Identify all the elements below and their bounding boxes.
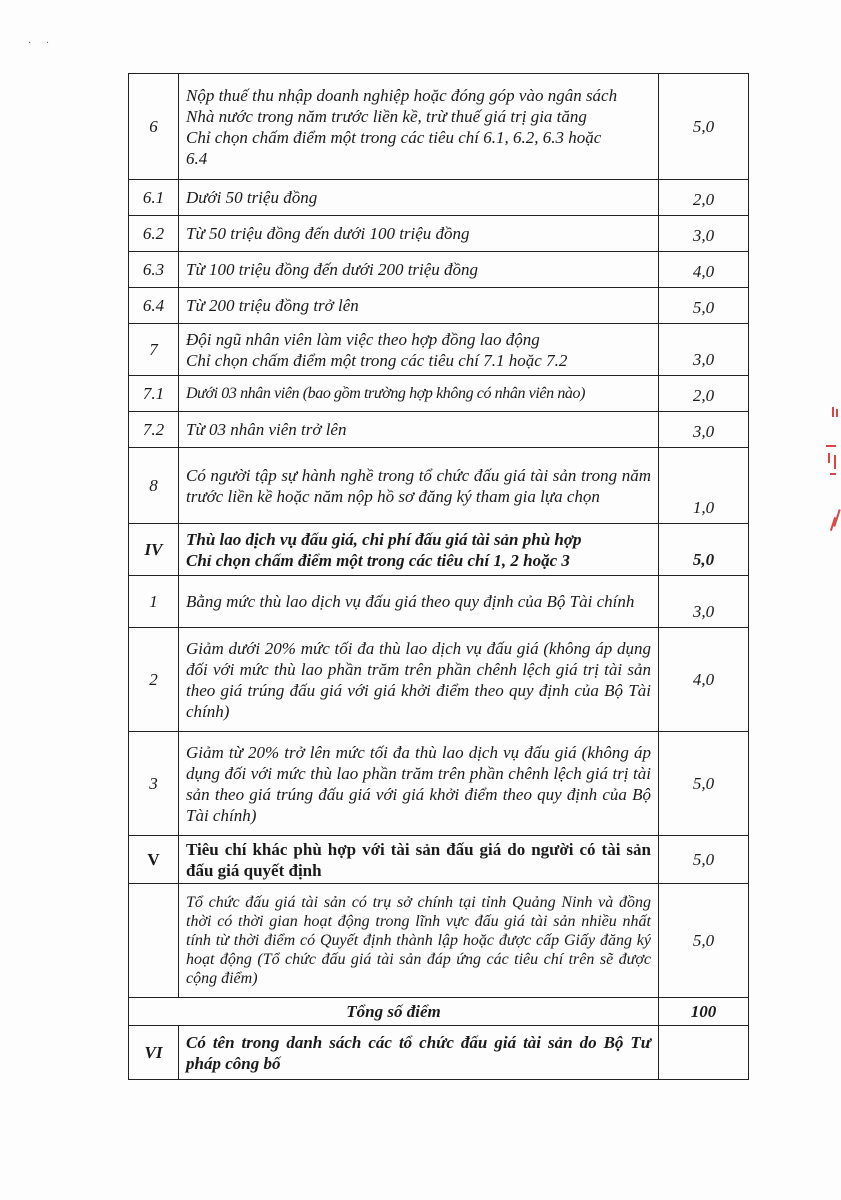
criterion-line: Đội ngũ nhân viên làm việc theo hợp đồng lao động: [186, 329, 540, 349]
table-row-6-2: [129, 216, 749, 252]
section-number: VI: [129, 1026, 179, 1080]
section-number: V: [129, 836, 179, 884]
table-row-V-detail: [129, 884, 749, 998]
section-title: [179, 524, 659, 576]
criterion-text: Từ 50 triệu đồng đến dưới 100 triệu đồng: [179, 216, 659, 252]
table-row-total: [129, 998, 749, 1026]
section-points: 5,0: [659, 524, 749, 576]
section-number: IV: [129, 524, 179, 576]
criterion-number: 6.2: [129, 216, 179, 252]
criterion-text: [179, 74, 659, 180]
table-row-6-4: [129, 288, 749, 324]
criterion-text: Dưới 03 nhân viên (bao gồm trường hợp không có nhân viên nào): [179, 376, 659, 412]
criterion-points: 2,0: [659, 180, 749, 216]
table-row-IV-3: [129, 732, 749, 836]
section-title: Tiêu chí khác phù hợp với tài sản đấu giá do người có tài sản đấu giá quyết định: [179, 836, 659, 884]
criterion-line: Nhà nước trong năm trước liền kề, trừ thuế giá trị gia tăng: [186, 106, 587, 126]
criterion-number: 3: [129, 732, 179, 836]
criterion-points: 3,0: [659, 216, 749, 252]
criterion-number: 7: [129, 324, 179, 376]
table-row-7-1: [129, 376, 749, 412]
total-value: 100: [659, 998, 749, 1026]
margin-stamp-marks: [812, 405, 840, 540]
criterion-line: Chỉ chọn chấm điểm một trong các tiêu chí 6.1, 6.2, 6.3 hoặc: [186, 127, 602, 147]
criterion-text: Bằng mức thù lao dịch vụ đấu giá theo quy định của Bộ Tài chính: [179, 576, 659, 628]
criterion-points: 3,0: [659, 324, 749, 376]
criterion-text: Có người tập sự hành nghề trong tổ chức đấu giá tài sản trong năm trước liền kề hoặc năm nộp hồ sơ đăng ký tham gia lựa chọn: [179, 448, 659, 524]
criterion-points: 4,0: [659, 252, 749, 288]
table-row-section-VI: [129, 1026, 749, 1080]
criterion-number: 6: [129, 74, 179, 180]
section-title: Có tên trong danh sách các tổ chức đấu giá tài sản do Bộ Tư pháp công bố: [179, 1026, 659, 1080]
table-row-section-V: [129, 836, 749, 884]
criterion-text: [179, 324, 659, 376]
criterion-text: Từ 200 triệu đồng trở lên: [179, 288, 659, 324]
section-title-line: Thù lao dịch vụ đấu giá, chi phí đấu giá tài sản phù hợp: [186, 529, 582, 549]
table-row-6-1: [129, 180, 749, 216]
criterion-text: Dưới 50 triệu đồng: [179, 180, 659, 216]
table-row-6-3: [129, 252, 749, 288]
table-row-6: [129, 74, 749, 180]
criterion-points: 5,0: [659, 288, 749, 324]
criterion-text: Từ 100 triệu đồng đến dưới 200 triệu đồng: [179, 252, 659, 288]
criterion-points: 2,0: [659, 376, 749, 412]
criterion-points: 1,0: [659, 448, 749, 524]
criterion-number: 6.3: [129, 252, 179, 288]
table-row-IV-2: [129, 628, 749, 732]
criterion-number: 7.2: [129, 412, 179, 448]
criterion-number: 6.1: [129, 180, 179, 216]
criterion-number: 7.1: [129, 376, 179, 412]
table-row-8: [129, 448, 749, 524]
section-points: [659, 1026, 749, 1080]
table-row-IV-1: [129, 576, 749, 628]
criterion-number: 8: [129, 448, 179, 524]
criterion-text: Tổ chức đấu giá tài sản có trụ sở chính tại tỉnh Quảng Ninh và đồng thời có thời gian hoạt động trong lĩnh vực đấu giá tài sản nhiều nhất tính từ thời điểm có Quyết định thành lập hoặc được cấp Giấy đăng ký hoạt động (Tổ chức đấu giá tài sản đáp ứng các tiêu chí trên sẽ được cộng điểm): [179, 884, 659, 998]
criterion-number: 6.4: [129, 288, 179, 324]
criterion-points: 3,0: [659, 412, 749, 448]
criterion-text: Giảm từ 20% trở lên mức tối đa thù lao dịch vụ đấu giá (không áp dụng đối với mức thù lao phần trăm trên phần chênh lệch giá trị tài sản theo giá trúng đấu giá với giá khởi điểm theo quy định của Bộ Tài chính): [179, 732, 659, 836]
section-points: 5,0: [659, 836, 749, 884]
total-label: Tổng số điểm: [129, 998, 659, 1026]
criterion-line: Nộp thuế thu nhập doanh nghiệp hoặc đóng góp vào ngân sách: [186, 85, 618, 105]
table-row-7: [129, 324, 749, 376]
criterion-text: Từ 03 nhân viên trở lên: [179, 412, 659, 448]
criterion-number: 1: [129, 576, 179, 628]
table-row-section-IV: [129, 524, 749, 576]
criterion-number: [129, 884, 179, 998]
criterion-points: 5,0: [659, 732, 749, 836]
criterion-number: 2: [129, 628, 179, 732]
table-row-7-2: [129, 412, 749, 448]
criterion-line: Chỉ chọn chấm điểm một trong các tiêu chí 7.1 hoặc 7.2: [186, 350, 568, 370]
criterion-points: 3,0: [659, 576, 749, 628]
criterion-line: 6.4: [186, 148, 208, 168]
scoring-criteria-table: [128, 73, 749, 1080]
criterion-points: 4,0: [659, 628, 749, 732]
scan-specks: · ·: [28, 38, 56, 49]
section-title-line: Chỉ chọn chấm điểm một trong các tiêu chí 1, 2 hoặc 3: [186, 550, 570, 570]
criterion-points: 5,0: [659, 884, 749, 998]
criterion-text: Giảm dưới 20% mức tối đa thù lao dịch vụ đấu giá (không áp dụng đối với mức thù lao phần trăm trên phần chênh lệch giá trị tài sản theo giá trúng đấu giá với giá khởi điểm theo quy định của Bộ Tài chính): [179, 628, 659, 732]
criterion-points: 5,0: [659, 74, 749, 180]
